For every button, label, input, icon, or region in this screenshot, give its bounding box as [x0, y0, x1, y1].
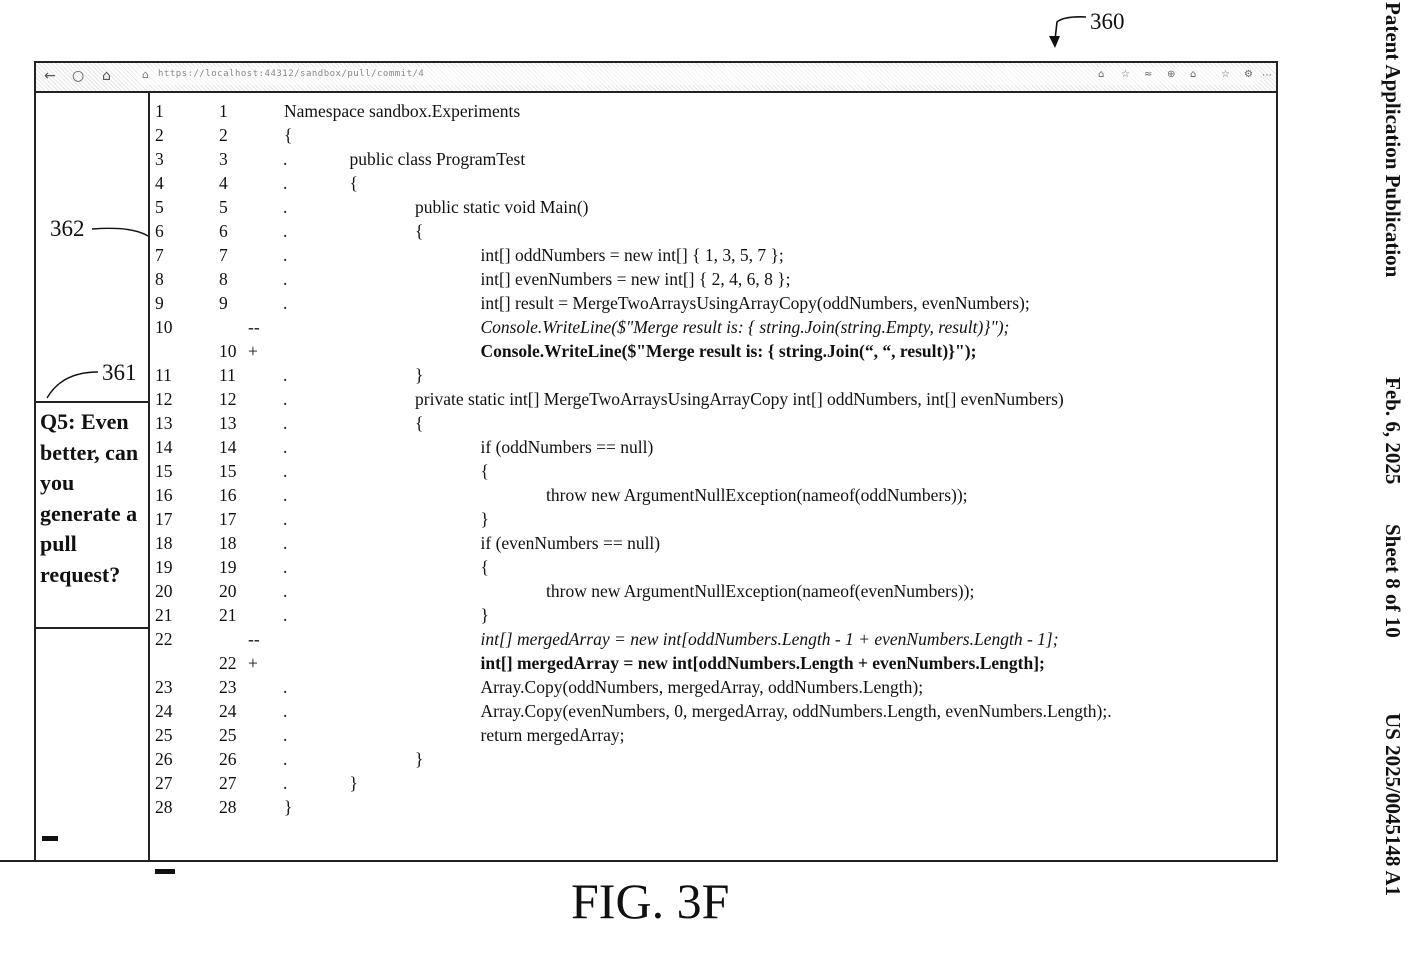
code-line-text: Namespace sandbox.Experiments	[284, 101, 521, 121]
new-line-number: 24	[219, 701, 237, 721]
new-line-number: 5	[219, 197, 228, 217]
old-line-number: 1	[155, 101, 164, 121]
code-line-text: }	[415, 749, 424, 769]
old-line-number: 11	[155, 365, 172, 385]
old-line-number: 14	[155, 437, 173, 457]
diff-marker: --	[248, 317, 260, 337]
old-line-number: 10	[155, 317, 173, 337]
code-line-text: {	[480, 461, 489, 481]
code-line-text: }	[480, 605, 489, 625]
line-dot: .	[283, 773, 288, 793]
code-line-text: {	[480, 557, 489, 577]
back-icon[interactable]: ←	[44, 68, 56, 84]
old-line-number: 7	[155, 245, 164, 265]
code-line-text: }	[284, 797, 293, 817]
line-dot: .	[283, 557, 288, 577]
new-line-number: 2	[219, 125, 228, 145]
line-dot: .	[283, 725, 288, 745]
new-line-number: 12	[219, 389, 237, 409]
code-line-text: public class ProgramTest	[349, 149, 526, 169]
lock-icon: ⌂	[142, 68, 149, 81]
code-line-text: Array.Copy(oddNumbers, mergedArray, oddNumbers.Length);	[480, 677, 924, 697]
line-dot: .	[283, 269, 288, 289]
chat-question: Q5: Even better, can you generate a pull request?	[36, 401, 148, 629]
code-line-text: {	[284, 125, 293, 145]
old-line-number: 3	[155, 149, 164, 169]
diff-marker: +	[248, 341, 258, 361]
line-dot: .	[283, 605, 288, 625]
code-line-text: }	[415, 365, 424, 385]
old-line-number: 4	[155, 173, 164, 193]
new-line-number: 26	[219, 749, 237, 769]
reader-icon[interactable]: ≈	[1144, 69, 1153, 80]
deleted-code-line: int[] mergedArray = new int[oddNumbers.Length - 1 + evenNumbers.Length - 1];	[480, 629, 1059, 649]
line-dot: .	[283, 437, 288, 457]
new-line-number: 25	[219, 725, 237, 745]
old-line-number: 20	[155, 581, 173, 601]
line-dot: .	[283, 485, 288, 505]
line-dot: .	[283, 581, 288, 601]
old-line-number: 24	[155, 701, 173, 721]
ref-numeral-360: 360	[1090, 9, 1125, 34]
new-line-number: 15	[219, 461, 237, 481]
old-line-number: 25	[155, 725, 173, 745]
code-line-text: }	[349, 773, 358, 793]
new-line-number: 7	[219, 245, 228, 265]
added-code-line: Console.WriteLine($"Merge result is: { string.Join(“, “, result)}");	[480, 341, 977, 361]
line-dot: .	[283, 509, 288, 529]
code-line-text: int[] oddNumbers = new int[] { 1, 3, 5, 7 };	[480, 245, 784, 265]
publication-title: Patent Application Publication	[1381, 2, 1405, 278]
patent-header	[1365, 0, 1413, 962]
old-line-number: 15	[155, 461, 173, 481]
new-line-number: 3	[219, 149, 228, 169]
collections-icon[interactable]: ⌂	[1190, 69, 1197, 80]
new-line-number: 20	[219, 581, 237, 601]
old-line-number: 22	[155, 629, 173, 649]
forward-icon[interactable]: ○	[72, 68, 85, 84]
code-line-text: {	[349, 173, 358, 193]
code-line-text: throw new ArgumentNullException(nameof(oddNumbers));	[546, 485, 968, 505]
line-dot: .	[283, 389, 288, 409]
new-line-number: 9	[219, 293, 228, 313]
home-icon[interactable]: ⌂	[102, 68, 111, 84]
new-line-number: 4	[219, 173, 228, 193]
diff-marker: --	[248, 629, 260, 649]
bookmark-icon[interactable]: ☆	[1221, 69, 1230, 80]
line-dot: .	[283, 149, 288, 169]
old-line-number: 27	[155, 773, 173, 793]
settings-icon[interactable]: ⚙	[1244, 69, 1253, 80]
line-dot: .	[283, 749, 288, 769]
code-line-text: if (evenNumbers == null)	[480, 533, 661, 553]
old-line-number: 18	[155, 533, 173, 553]
code-line-text: private static int[] MergeTwoArraysUsingArrayCopy int[] oddNumbers, int[] evenNumbers)	[415, 389, 1064, 409]
more-icon[interactable]: ⋯	[1262, 70, 1272, 81]
new-line-number: 1	[219, 101, 228, 121]
old-line-number: 6	[155, 221, 164, 241]
new-line-number: 21	[219, 605, 237, 625]
new-line-number: 14	[219, 437, 237, 457]
extension-icon[interactable]: ⊕	[1167, 69, 1176, 80]
line-dot: .	[283, 413, 288, 433]
new-line-number: 27	[219, 773, 237, 793]
line-dot: .	[283, 461, 288, 481]
old-line-number: 28	[155, 797, 173, 817]
publication-date: Feb. 6, 2025	[1381, 377, 1405, 485]
line-dot: .	[283, 365, 288, 385]
new-line-number: 8	[219, 269, 228, 289]
site-icon[interactable]: ⌂	[1098, 69, 1105, 80]
new-line-number: 13	[219, 413, 237, 433]
old-line-number: 17	[155, 509, 173, 529]
old-line-number: 21	[155, 605, 173, 625]
code-line-text: {	[415, 413, 424, 433]
sheet-number: Sheet 8 of 10	[1381, 524, 1405, 638]
old-line-number: 19	[155, 557, 173, 577]
code-line-text: }	[480, 509, 489, 529]
old-line-number: 13	[155, 413, 173, 433]
deleted-code-line: Console.WriteLine($"Merge result is: { string.Join(string.Empty, result)}");	[480, 317, 1010, 337]
code-line-text: int[] evenNumbers = new int[] { 2, 4, 6, 8 };	[480, 269, 791, 289]
old-line-number: 8	[155, 269, 164, 289]
favorite-icon[interactable]: ☆	[1121, 69, 1130, 80]
code-line-text: if (oddNumbers == null)	[480, 437, 654, 457]
new-line-number: 22	[219, 653, 237, 673]
new-line-number: 6	[219, 221, 228, 241]
old-line-number: 2	[155, 125, 164, 145]
ref-numeral-361: 361	[102, 360, 137, 385]
new-line-number: 28	[219, 797, 237, 817]
old-line-number: 12	[155, 389, 173, 409]
url-text[interactable]: https://localhost:44312/sandbox/pull/commit/4	[158, 69, 425, 79]
line-dot: .	[283, 293, 288, 313]
line-dot: .	[283, 245, 288, 265]
old-line-number: 23	[155, 677, 173, 697]
line-dot: .	[283, 221, 288, 241]
new-line-number: 23	[219, 677, 237, 697]
new-line-number: 11	[219, 365, 236, 385]
old-line-number: 9	[155, 293, 164, 313]
old-line-number: 5	[155, 197, 164, 217]
code-line-text: {	[415, 221, 424, 241]
code-line-text: int[] result = MergeTwoArraysUsingArrayCopy(oddNumbers, evenNumbers);	[480, 293, 1030, 313]
code-line-text: return mergedArray;	[480, 725, 625, 745]
line-dot: .	[283, 533, 288, 553]
publication-number: US 2025/0045148 A1	[1381, 713, 1405, 897]
line-dot: .	[283, 197, 288, 217]
new-line-number: 17	[219, 509, 237, 529]
code-line-text: Array.Copy(evenNumbers, 0, mergedArray, oddNumbers.Length, evenNumbers.Length);.	[480, 701, 1112, 721]
added-code-line: int[] mergedArray = new int[oddNumbers.Length + evenNumbers.Length];	[480, 653, 1045, 673]
code-line-text: public static void Main()	[415, 197, 589, 217]
figure-label: FIG. 3F	[571, 873, 730, 929]
code-line-text: throw new ArgumentNullException(nameof(evenNumbers));	[546, 581, 975, 601]
new-line-number: 19	[219, 557, 237, 577]
ref-numeral-362: 362	[50, 216, 85, 241]
new-line-number: 18	[219, 533, 237, 553]
old-line-number: 26	[155, 749, 173, 769]
line-dot: .	[283, 701, 288, 721]
old-line-number: 16	[155, 485, 173, 505]
line-dot: .	[283, 173, 288, 193]
new-line-number: 16	[219, 485, 237, 505]
diff-marker: +	[248, 653, 258, 673]
new-line-number: 10	[219, 341, 237, 361]
line-dot: .	[283, 677, 288, 697]
